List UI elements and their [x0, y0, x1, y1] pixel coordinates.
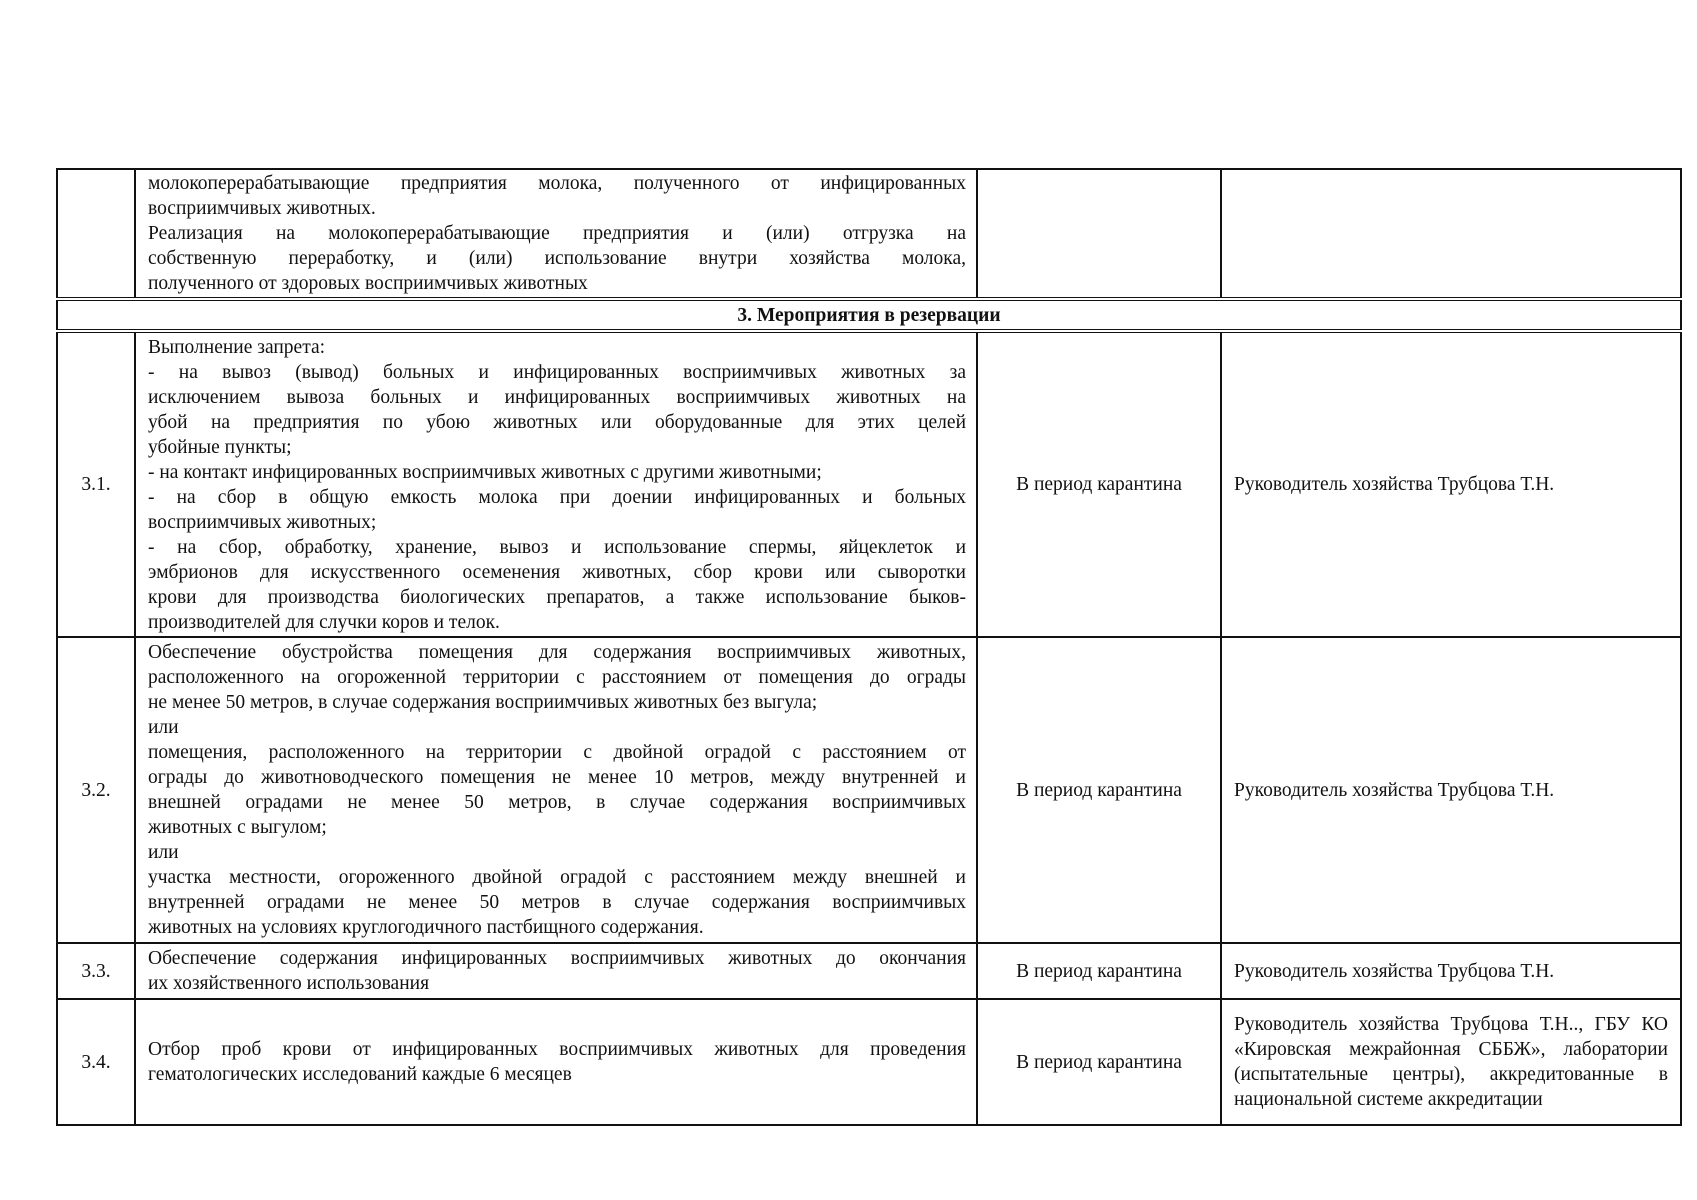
row-period [977, 169, 1221, 299]
desc-line: не менее 50 метров, в случае содержания восприимчивых животных без выгула; [148, 692, 818, 713]
section-header-row [57, 299, 1681, 331]
row-description [135, 331, 977, 637]
desc-line: Отбор проб крови от инфицированных восприимчивых животных для проведения [148, 1039, 966, 1060]
row-responsible: Руководитель хозяйства Трубцова Т.Н.., ГБУ КО «Кировская межрайонная СББЖ», лаборатории (испытательные центры), аккредитованные в национальной системе аккредитации [1221, 999, 1681, 1125]
row-number: 3.3. [57, 943, 135, 999]
desc-line: внешней оградами не менее 50 метров, в случае содержания восприимчивых [148, 792, 966, 813]
row-period: В период карантина [977, 331, 1221, 637]
measures-table [56, 168, 1682, 1126]
row-responsible [1221, 169, 1681, 299]
row-period: В период карантина [977, 637, 1221, 943]
desc-line: молокоперерабатывающие предприятия молока, полученного от инфицированных [148, 173, 966, 194]
row-description [135, 637, 977, 943]
desc-line: собственную переработку, и (или) использование внутри хозяйства молока, [148, 248, 966, 269]
section-title: 3. Мероприятия в резервации [57, 299, 1681, 331]
row-number: 3.1. [57, 331, 135, 637]
table-row-3-2 [57, 637, 1681, 943]
desc-line: их хозяйственного использования [148, 973, 430, 994]
desc-line: или [148, 842, 179, 863]
desc-line: ограды до животноводческого помещения не менее 10 метров, между внутренней и [148, 767, 966, 788]
desc-line: - на вывоз (вывод) больных и инфицированных восприимчивых животных за [148, 361, 966, 383]
desc-line: или [148, 717, 179, 738]
table-row-3-1 [57, 331, 1681, 637]
row-description [135, 943, 977, 999]
row-period: В период карантина [977, 999, 1221, 1125]
desc-line: внутренней оградами не менее 50 метров в случае содержания восприимчивых [148, 892, 966, 913]
desc-line: участка местности, огороженного двойной оградой с расстоянием между внешней и [148, 867, 966, 888]
desc-line: производителей для случки коров и телок. [148, 611, 500, 633]
desc-line: восприимчивых животных; [148, 511, 377, 533]
row-responsible: Руководитель хозяйства Трубцова Т.Н. [1221, 331, 1681, 637]
desc-line: убой на предприятия по убою животных или оборудованные для этих целей [148, 411, 966, 433]
desc-line: - на контакт инфицированных восприимчивых животных с другими животными; [148, 461, 822, 483]
desc-line: полученного от здоровых восприимчивых животных [148, 273, 588, 294]
desc-line: расположенного на огороженной территории с расстоянием от помещения до ограды [148, 667, 966, 688]
row-number: 3.4. [57, 999, 135, 1125]
desc-line: восприимчивых животных. [148, 198, 376, 219]
desc-line: помещения, расположенного на территории с двойной оградой с расстоянием от [148, 742, 966, 763]
table-row-3-4 [57, 999, 1681, 1125]
desc-line: Обеспечение содержания инфицированных восприимчивых животных до окончания [148, 948, 966, 969]
desc-line: исключением вывоза больных и инфицированных восприимчивых животных на [148, 386, 966, 408]
desc-line: Обеспечение обустройства помещения для содержания восприимчивых животных, [148, 642, 966, 663]
desc-line: убойные пункты; [148, 436, 292, 458]
row-responsible: Руководитель хозяйства Трубцова Т.Н. [1221, 637, 1681, 943]
row-responsible: Руководитель хозяйства Трубцова Т.Н. [1221, 943, 1681, 999]
row-number: 3.2. [57, 637, 135, 943]
table-row-3-3 [57, 943, 1681, 999]
row-period: В период карантина [977, 943, 1221, 999]
desc-line: крови для производства биологических препаратов, а также использование быков- [148, 586, 966, 608]
table-row-continuation [57, 169, 1681, 299]
desc-line: гематологических исследований каждые 6 месяцев [148, 1064, 572, 1085]
desc-line: Выполнение запрета: [148, 336, 326, 358]
row-number [57, 169, 135, 299]
row-description [135, 999, 977, 1125]
desc-line: Реализация на молокоперерабатывающие предприятия и (или) отгрузка на [148, 223, 966, 244]
row-description [135, 169, 977, 299]
desc-line: животных с выгулом; [148, 817, 327, 838]
desc-line: животных на условиях круглогодичного пастбищного содержания. [148, 917, 704, 938]
desc-line: - на сбор в общую емкость молока при доении инфицированных и больных [148, 486, 966, 508]
desc-line: - на сбор, обработку, хранение, вывоз и использование спермы, яйцеклеток и [148, 536, 966, 558]
desc-line: эмбрионов для искусственного осеменения животных, сбор крови или сыворотки [148, 561, 966, 583]
